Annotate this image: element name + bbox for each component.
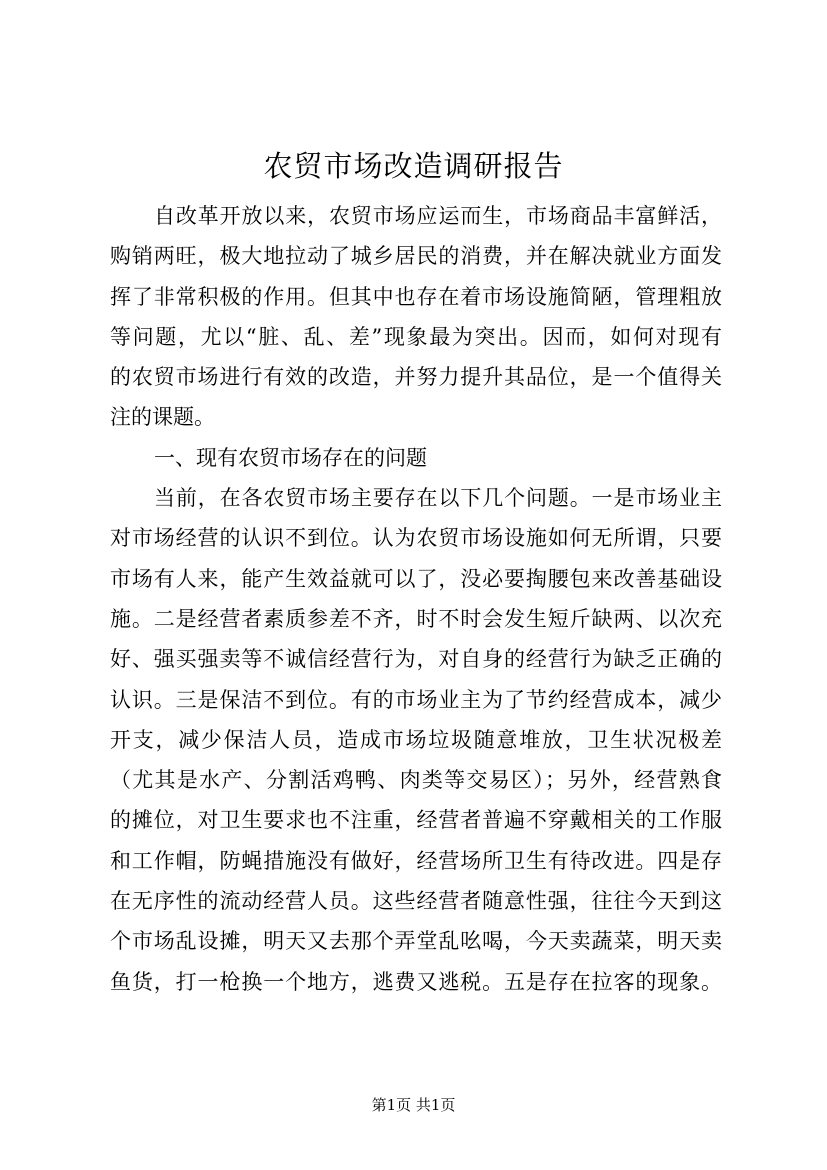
paragraph-2-line-2: 对市场经营的认识不到位。认为农贸市场设施如何无所谓，只要: [110, 526, 722, 551]
paragraph-2-line-5: 好、强买强卖等不诚信经营行为，对自身的经营行为缺乏正确的: [110, 647, 722, 672]
paragraph-2-line-11: 在无序性的流动经营人员。这些经营者随意性强，往往今天到这: [110, 889, 722, 914]
paragraph-2-line-13: 鱼货，打一枪换一个地方，逃费又逃税。五是存在拉客的现象。: [110, 969, 722, 994]
paragraph-2-line-12: 个市场乱设摊，明天又去那个弄堂乱吆喝，今天卖蔬菜，明天卖: [110, 929, 722, 954]
paragraph-2-line-9: 的摊位，对卫生要求也不注重，经营者普遍不穿戴相关的工作服: [110, 808, 722, 833]
section-heading-1: 一、现有农贸市场存在的问题: [154, 445, 427, 470]
paragraph-2-line-3: 市场有人来，能产生效益就可以了，没必要掏腰包来改善基础设: [110, 566, 722, 591]
paragraph-1-line-5: 的农贸市场进行有效的改造，并努力提升其品位，是一个值得关: [110, 365, 722, 390]
paragraph-1-line-4: 等问题，尤以“脏、乱、差”现象最为突出。因而，如何对现有: [110, 324, 722, 349]
page-footer: 第1页 共1页: [371, 1096, 456, 1114]
paragraph-2-line-7: 开支，减少保洁人员，造成市场垃圾随意堆放，卫生状况极差: [110, 727, 722, 752]
paragraph-1-line-6: 注的课题。: [110, 405, 215, 430]
paragraph-2-line-10: 和工作帽，防蝇措施没有做好，经营场所卫生有待改进。四是存: [110, 848, 722, 873]
paragraph-2-line-1: 当前，在各农贸市场主要存在以下几个问题。一是市场业主: [154, 486, 722, 511]
paragraph-1-line-3: 挥了非常积极的作用。但其中也存在着市场设施简陋，管理粗放: [110, 284, 722, 309]
document-title: 农贸市场改造调研报告: [263, 149, 564, 183]
paragraph-2-line-6: 认识。三是保洁不到位。有的市场业主为了节约经营成本，减少: [110, 687, 722, 712]
paragraph-1-line-2: 购销两旺，极大地拉动了城乡居民的消费，并在解决就业方面发: [110, 244, 722, 269]
paragraph-2-line-8: （尤其是水产、分割活鸡鸭、肉类等交易区）；另外，经营熟食: [110, 768, 722, 793]
document-body: [110, 196, 722, 1002]
paragraph-1-line-1: 自改革开放以来，农贸市场应运而生，市场商品丰富鲜活，: [154, 204, 722, 228]
paragraph-2-line-4: 施。二是经营者素质参差不齐，时不时会发生短斤缺两、以次充: [110, 606, 722, 631]
